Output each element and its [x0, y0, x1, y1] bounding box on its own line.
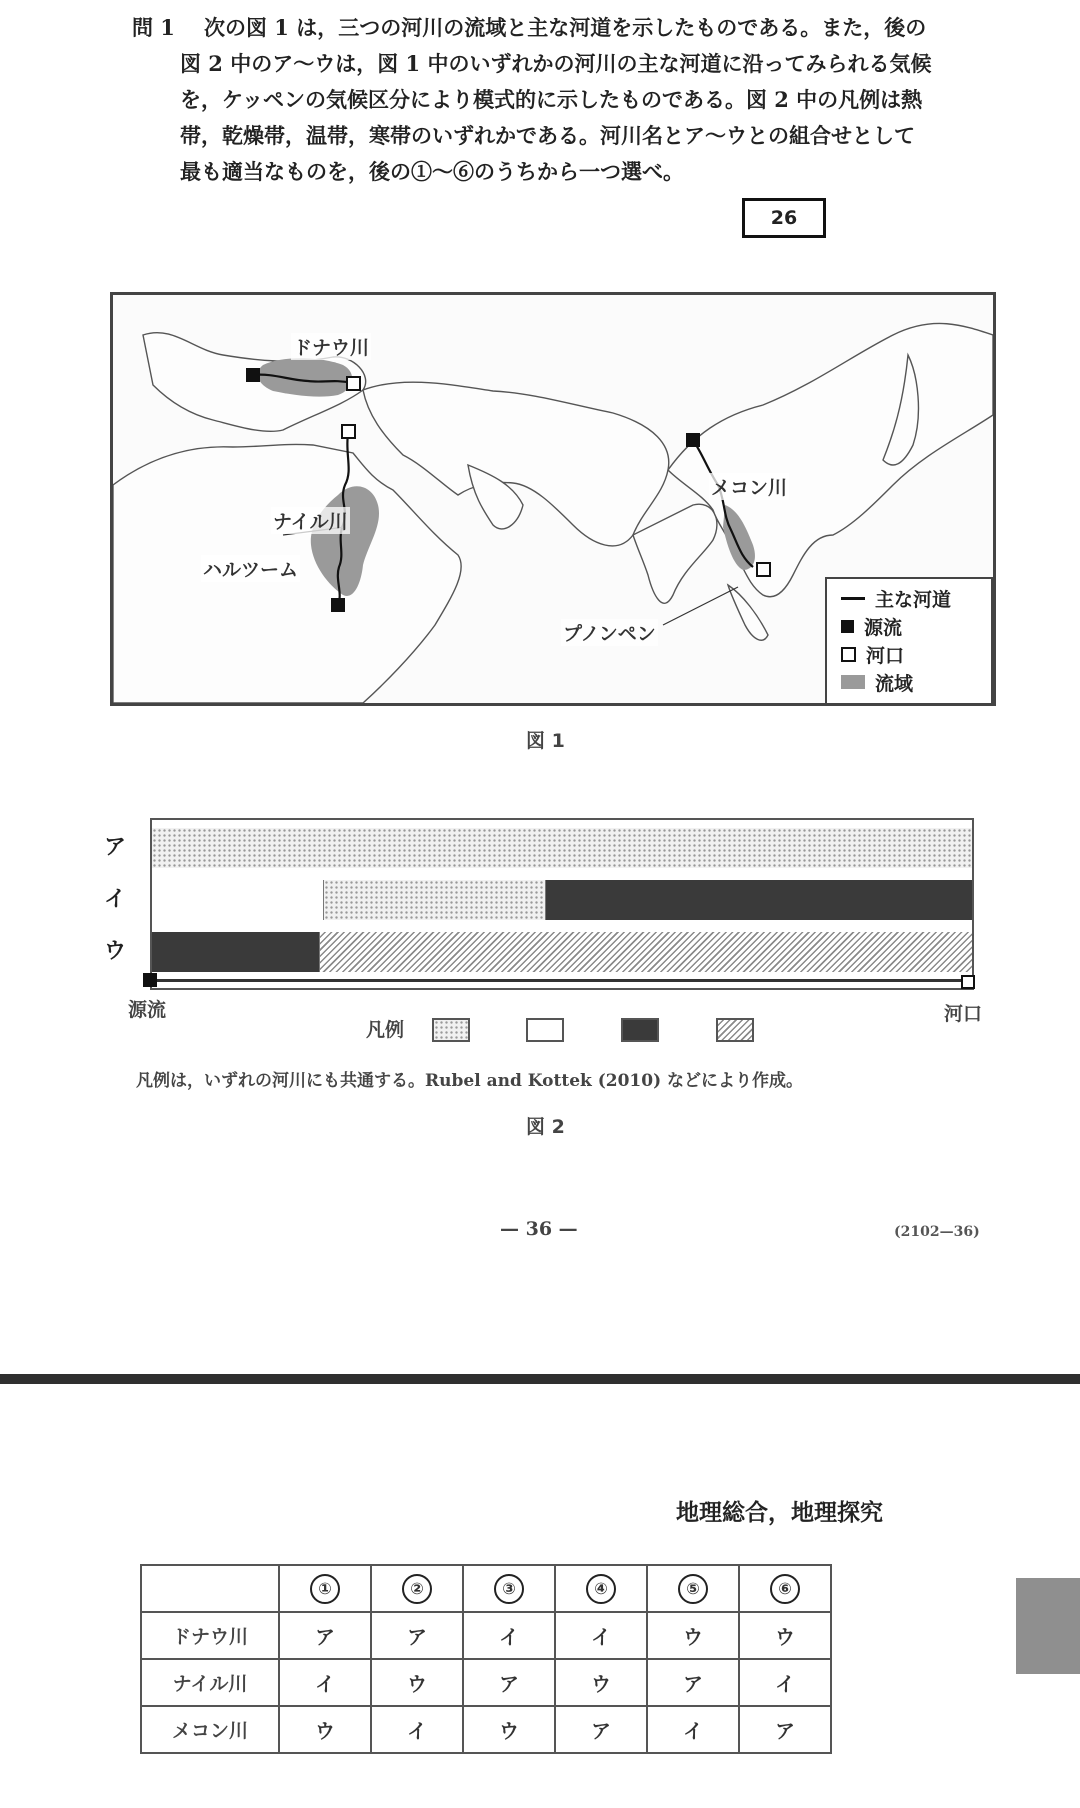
river-name: メコン川: [141, 1706, 279, 1753]
question-line: 帯，乾燥帯，温帯，寒帯のいずれかである。河川名とア～ウとの組合せとして: [180, 123, 915, 148]
question-number: 問 1: [132, 15, 175, 40]
choice-number: ③: [494, 1574, 524, 1604]
section-title: 地理総合，地理探究: [676, 1500, 883, 1526]
legend-title: 凡例: [366, 1019, 405, 1041]
figure1-caption: 図 1: [526, 730, 565, 752]
choice-header: [739, 1565, 831, 1612]
river-name: ナイル川: [141, 1659, 279, 1706]
table-cell: ウ: [555, 1659, 647, 1706]
table-cell: イ: [555, 1612, 647, 1659]
page-number: — 36 —: [500, 1218, 578, 1240]
label-danube: ドナウ川: [291, 333, 371, 360]
label-mekong: メコン川: [709, 473, 789, 500]
table-cell: ア: [279, 1612, 371, 1659]
answer-box: 26: [742, 198, 826, 238]
page-divider: [0, 1374, 1080, 1384]
table-cell: ア: [647, 1659, 739, 1706]
source-marker: [143, 973, 157, 987]
legend-key-white: [526, 1018, 564, 1042]
row-label-u: ウ: [104, 939, 127, 964]
table-row: [141, 1706, 831, 1753]
table-cell: イ: [647, 1706, 739, 1753]
source-label: 源流: [128, 999, 167, 1021]
label-phnompenh: プノンペン: [561, 619, 658, 646]
legend-key-dot: [432, 1018, 470, 1042]
figure1-map: [110, 292, 996, 706]
legend-label: 源流: [864, 616, 903, 639]
answer-choices-table: [140, 1564, 832, 1754]
bar-u: [152, 932, 972, 972]
legend-key-black: [621, 1018, 659, 1042]
question-line: 図 2 中のア～ウは，図 1 中のいずれかの河川の主な河道に沿ってみられる気候: [180, 51, 932, 76]
line-icon: [841, 597, 865, 600]
choice-number: ⑥: [770, 1574, 800, 1604]
table-row: [141, 1659, 831, 1706]
choice-number: ①: [310, 1574, 340, 1604]
choice-header: [371, 1565, 463, 1612]
climate-segment-black: [546, 880, 972, 920]
river-name: ドナウ川: [141, 1612, 279, 1659]
white-square-icon: [841, 647, 856, 662]
climate-segment-dot: [152, 828, 972, 868]
choice-header: [279, 1565, 371, 1612]
figure2-chart: [150, 818, 974, 990]
row-label-i: イ: [104, 887, 127, 912]
legend-label: 河口: [866, 644, 905, 667]
choice-number: ④: [586, 1574, 616, 1604]
table-cell: ウ: [647, 1612, 739, 1659]
label-khartoum: ハルツーム: [201, 555, 300, 582]
choice-header: [463, 1565, 555, 1612]
label-nile: ナイル川: [271, 507, 350, 534]
table-cell: ウ: [463, 1706, 555, 1753]
choice-number: ②: [402, 1574, 432, 1604]
question-line: 最も適当なものを，後の①～⑥のうちから一つ選べ。: [180, 159, 684, 184]
choice-header: [555, 1565, 647, 1612]
page-tab: [1016, 1578, 1080, 1674]
axis-line: [150, 979, 970, 982]
row-label-a: ア: [104, 835, 127, 860]
table-cell: イ: [739, 1659, 831, 1706]
figure2-caption: 図 2: [526, 1116, 565, 1138]
legend-key-hatch: [716, 1018, 754, 1042]
table-cell: イ: [463, 1612, 555, 1659]
question-text: [180, 10, 1000, 190]
question-line: 次の図 1 は，三つの河川の流域と主な河道を示したものである。また，後の: [204, 15, 927, 40]
table-cell: ウ: [279, 1706, 371, 1753]
climate-segment-white: [152, 880, 324, 920]
choice-header: [647, 1565, 739, 1612]
climate-segment-hatch: [320, 932, 972, 972]
choice-number: ⑤: [678, 1574, 708, 1604]
legend-label: 流域: [875, 672, 914, 695]
table-cell: イ: [371, 1706, 463, 1753]
table-cell: ウ: [739, 1612, 831, 1659]
bar-i: [152, 880, 972, 920]
table-cell: ア: [555, 1706, 647, 1753]
table-cell: ア: [371, 1612, 463, 1659]
legend-label: 主な河道: [875, 588, 952, 611]
climate-segment-dot: [324, 880, 545, 920]
page-code: (2102—36): [894, 1224, 980, 1240]
map-legend: [825, 577, 993, 705]
mouth-marker: [961, 975, 975, 989]
table-cell: ウ: [371, 1659, 463, 1706]
table-corner: [141, 1565, 279, 1612]
mouth-label: 河口: [944, 1003, 983, 1025]
climate-segment-black: [152, 932, 320, 972]
figure2-note: 凡例は，いずれの河川にも共通する。Rubel and Kottek (2010) などにより作成。: [136, 1071, 804, 1091]
table-row: [141, 1612, 831, 1659]
table-header-row: [141, 1565, 831, 1612]
black-square-icon: [841, 620, 854, 633]
question-line: を，ケッペンの気候区分により模式的に示したものである。図 2 中の凡例は熱: [180, 87, 923, 112]
table-cell: ア: [463, 1659, 555, 1706]
table-cell: ア: [739, 1706, 831, 1753]
table-cell: イ: [279, 1659, 371, 1706]
gray-area-icon: [841, 675, 865, 689]
bar-a: [152, 828, 972, 868]
